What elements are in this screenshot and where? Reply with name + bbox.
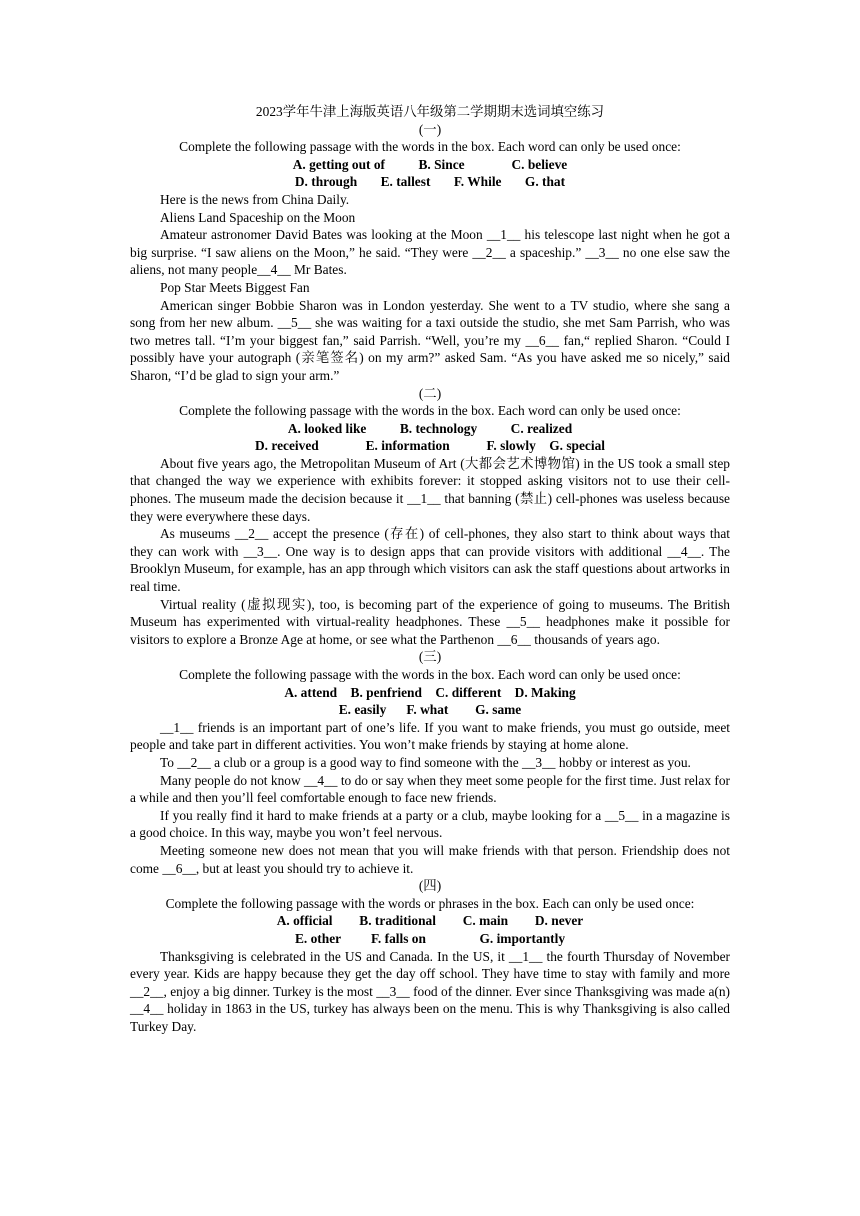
word-box-line: D. received E. information F. slowly G. special: [255, 438, 605, 454]
word-box-line: E. other F. falls on G. importantly: [294, 930, 566, 946]
paragraph: About five years ago, the Metropolitan Museum of Art (大都会艺术博物馆) in the US took a small step that changed the way we experience with exhibits forever: it stopped asking visitors not to use their cell-phones. The museum made the decision because it __1__ that banning (禁止) cell-phones was useless because they were everywhere these days.: [130, 455, 730, 524]
word-box-line: A. attend B. penfriend C. different D. Making: [284, 684, 576, 700]
section-2: [130, 385, 730, 649]
section-number: (四): [418, 878, 442, 894]
paragraph: Meeting someone new does not mean that you will make friends with that person. Friendship does not come __6__, but at least you should try to achieve it.: [130, 842, 730, 876]
paragraph: Many people do not know __4__ to do or say when they meet some people for the first time. Just relax for a while and then you’ll feel comfortable enough to face new friends.: [130, 772, 730, 806]
word-box-line: D. through E. tallest F. While G. that: [294, 174, 566, 190]
word-box-line: A. getting out of B. Since C. believe: [292, 156, 568, 172]
section-number: (一): [418, 121, 442, 137]
section-instruction: Complete the following passage with the words in the box. Each word can only be used once:: [179, 139, 681, 155]
section-instruction: Complete the following passage with the words or phrases in the box. Each can only be used once:: [165, 895, 695, 911]
section-4: [130, 877, 730, 1035]
paragraph: Thanksgiving is celebrated in the US and Canada. In the US, it __1__ the fourth Thursday of November every year. Kids are happy because they get the day off school. They have time to stay with family and more __2__, enjoy a big dinner. Turkey is the most __3__ food of the dinner. Ever since Thanksgiving was made a(n) __4__ holiday in 1863 in the US, turkey has always been on the menu. This is why Thanksgiving is also called Turkey Day.: [130, 948, 730, 1034]
news-headline: Aliens Land Spaceship on the Moon: [160, 209, 356, 225]
worksheet-page: [130, 103, 730, 1035]
word-box-line: E. easily F. what G. same: [338, 702, 522, 718]
section-3: [130, 648, 730, 877]
paragraph: As museums __2__ accept the presence (存在) of cell-phones, they also start to think about ways that they can work with __3__. One way is to design apps that can provide visitors with additional __4__. The Brooklyn Museum, for example, has an app through which visitors can ask the staff questions about artworks in real time.: [130, 526, 730, 595]
word-box-line: A. looked like B. technology C. realized: [287, 420, 573, 436]
paragraph: Here is the news from China Daily.: [160, 191, 350, 207]
paragraph: Virtual reality (虚拟现实), too, is becoming part of the experience of going to museums. The British Museum has experimented with virtual-reality headphones. These __5__ headphones make it possible for visitors to explore a Bronze Age at home, or see what the Parthenon __6__ thousands of years ago.: [130, 596, 730, 647]
paragraph: __1__ friends is an important part of one’s life. If you want to make friends, you must go outside, meet people and take part in different activities. You won’t make friends by staying at home alone.: [130, 719, 730, 753]
paragraph: Amateur astronomer David Bates was looking at the Moon __1__ his telescope last night when he got a big surprise. “I saw aliens on the Moon,” he said. “They were __2__ a spaceship.” __3__ no one else saw the aliens, not many people__4__ Mr Bates.: [130, 227, 730, 278]
section-1: [130, 121, 730, 385]
word-box-line: A. official B. traditional C. main D. never: [276, 913, 584, 929]
paragraph: To __2__ a club or a group is a good way to find someone with the __3__ hobby or interest as you.: [160, 754, 691, 770]
section-number: (二): [418, 385, 442, 401]
section-number: (三): [418, 649, 442, 665]
page-title: 2023学年牛津上海版英语八年级第二学期期末选词填空练习: [255, 104, 605, 119]
paragraph: If you really find it hard to make friends at a party or a club, maybe looking for a __5__ in a magazine is a good choice. In this way, maybe you won’t feel nervous.: [130, 807, 730, 841]
news-headline: Pop Star Meets Biggest Fan: [160, 279, 310, 295]
section-instruction: Complete the following passage with the words in the box. Each word can only be used once:: [179, 403, 681, 419]
paragraph: American singer Bobbie Sharon was in London yesterday. She went to a TV studio, where she sang a song from her new album. __5__ she was waiting for a taxi outside the studio, she met Sam Parrish, who was two metres tall. “I’m your biggest fan,” said Parrish. “Well, you’re my __6__ fan,“ replied Sharon. “Could I possibly have your autograph (亲笔签名) on my arm?” asked Sam. “As you have asked me so nicely,” said Sharon, “I’d be glad to sign your arm.”: [130, 297, 730, 383]
section-instruction: Complete the following passage with the words in the box. Each word can only be used once:: [179, 667, 681, 682]
